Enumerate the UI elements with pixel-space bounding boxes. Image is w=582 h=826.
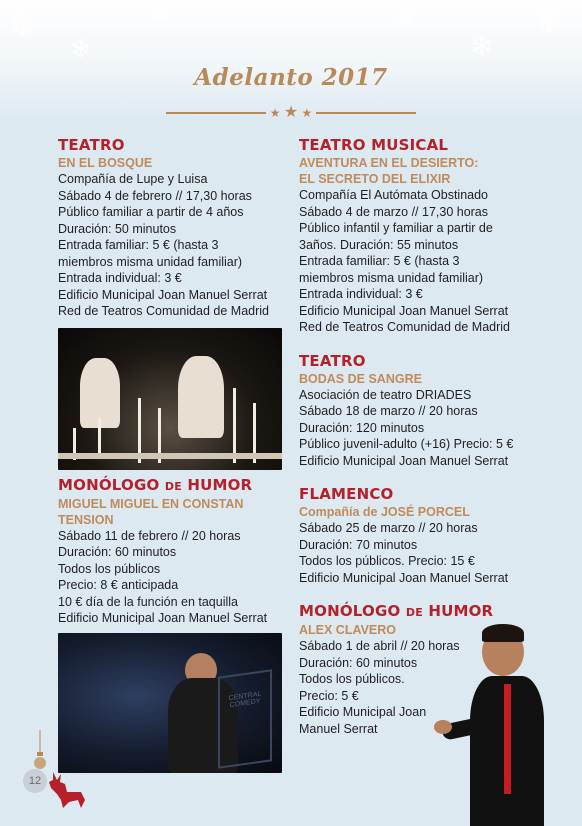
event-detail: Entrada individual: 3 € — [58, 271, 182, 285]
event-detail: Sábado 4 de marzo // 17,30 horas — [299, 204, 489, 219]
event-detail: miembros misma unidad familiar) — [58, 254, 243, 269]
event-category: FLAMENCO — [299, 485, 394, 503]
event-en-el-bosque — [58, 136, 298, 320]
title-divider — [166, 105, 416, 121]
event-bodas-de-sangre — [299, 352, 539, 470]
event-category: TEATRO — [58, 136, 125, 154]
event-category: MONÓLOGO DE HUMOR — [58, 475, 253, 494]
star-icon: ★ ★ ★ — [269, 104, 313, 121]
event-miguel-miguel — [58, 476, 298, 627]
event-detail: Entrada familiar: 5 € (hasta 3 — [299, 254, 460, 268]
left-column — [58, 136, 298, 773]
event-category: TEATRO — [299, 351, 366, 370]
event-detail: Edificio Municipal Joan Manuel Serrat — [299, 453, 509, 468]
photo-en-el-bosque — [58, 328, 282, 470]
event-title: TENSION — [58, 512, 114, 527]
event-detail: miembros misma unidad familiar) — [299, 270, 484, 285]
event-title: AVENTURA EN EL DESIERTO: — [299, 156, 479, 170]
reindeer-icon — [45, 770, 89, 810]
event-title: BODAS DE SANGRE — [299, 371, 422, 386]
event-detail: Asociación de teatro DRIADES — [299, 387, 472, 402]
event-detail: Duración: 60 minutos — [58, 545, 177, 559]
event-detail: Público familiar a partir de 4 años — [58, 205, 244, 219]
event-detail: Duración: 120 minutos — [299, 420, 425, 435]
event-detail: Edificio Municipal Joan — [299, 705, 427, 719]
snowflake-icon: ❅ — [395, 5, 416, 32]
event-title: ALEX CLAVERO — [299, 623, 396, 637]
ornament-icon — [34, 730, 46, 770]
event-category: TEATRO MUSICAL — [299, 136, 449, 154]
event-detail: Duración: 50 minutos — [58, 221, 177, 236]
event-detail: Edificio Municipal Joan Manuel Serrat — [299, 303, 509, 318]
event-detail: Sábado 11 de febrero // 20 horas — [58, 528, 241, 543]
event-detail: Duración: 60 minutos — [299, 655, 418, 670]
photo-miguel-miguel — [58, 633, 282, 773]
snowflake-icon: ❅ — [150, 2, 169, 27]
event-title: EN EL BOSQUE — [58, 156, 153, 170]
event-detail: Sábado 1 de abril // 20 horas — [299, 639, 460, 653]
event-detail: Red de Teatros Comunidad de Madrid — [299, 320, 511, 334]
event-detail: Compañía de Lupe y Luisa — [58, 172, 208, 186]
event-detail: Precio: 5 € — [299, 688, 359, 703]
event-aventura-desierto — [299, 136, 539, 336]
event-detail: Entrada familiar: 5 € (hasta 3 — [58, 238, 219, 252]
event-detail: Todos los públicos. Precio: 15 € — [299, 554, 475, 568]
event-detail: Sábado 4 de febrero // 17,30 horas — [58, 188, 252, 203]
snowflake-icon: ❄ — [70, 34, 92, 64]
event-detail: 10 € día de la función en taquilla — [58, 594, 238, 609]
event-detail: Entrada individual: 3 € — [299, 287, 423, 301]
event-detail: Público juvenil-adulto (+16) Precio: 5 € — [299, 437, 514, 451]
event-detail: Edificio Municipal Joan Manuel Serrat — [58, 611, 268, 625]
event-title: MIGUEL MIGUEL EN CONSTAN — [58, 496, 244, 511]
event-detail: Todos los públicos. — [299, 672, 405, 686]
event-detail: Compañía El Autómata Obstinado — [299, 188, 489, 202]
event-detail: Todos los públicos — [58, 561, 161, 576]
event-detail: Público infantil y familiar a partir de — [299, 221, 493, 235]
snowflake-icon: ❄ — [8, 7, 37, 45]
event-detail: Red de Teatros Comunidad de Madrid — [58, 304, 270, 318]
event-title: Compañía de JOSÉ PORCEL — [299, 505, 470, 519]
event-detail: Precio: 8 € anticipada — [58, 578, 179, 592]
event-detail: Sábado 25 de marzo // 20 horas — [299, 521, 478, 535]
page-title: Adelanto 2017 — [194, 64, 388, 91]
event-detail: Edificio Municipal Joan Manuel Serrat — [299, 570, 509, 585]
snowflake-icon: ❄ — [535, 3, 564, 41]
event-detail: Edificio Municipal Joan Manuel Serrat — [58, 287, 268, 302]
event-category: MONÓLOGO DE HUMOR — [299, 602, 494, 620]
photo-alex-clavero — [442, 628, 582, 826]
event-detail: 3años. Duración: 55 minutos — [299, 237, 459, 252]
event-flamenco — [299, 485, 539, 586]
event-title: EL SECRETO DEL ELIXIR — [299, 172, 451, 186]
event-detail: Sábado 18 de marzo // 20 horas — [299, 404, 478, 418]
event-detail: Manuel Serrat — [299, 721, 378, 736]
event-detail: Duración: 70 minutos — [299, 537, 418, 552]
page-number: 12 — [23, 769, 47, 793]
central-comedy-sign: CENTRAL COMEDY — [218, 669, 272, 769]
snowflake-icon: ❄ — [470, 31, 494, 62]
